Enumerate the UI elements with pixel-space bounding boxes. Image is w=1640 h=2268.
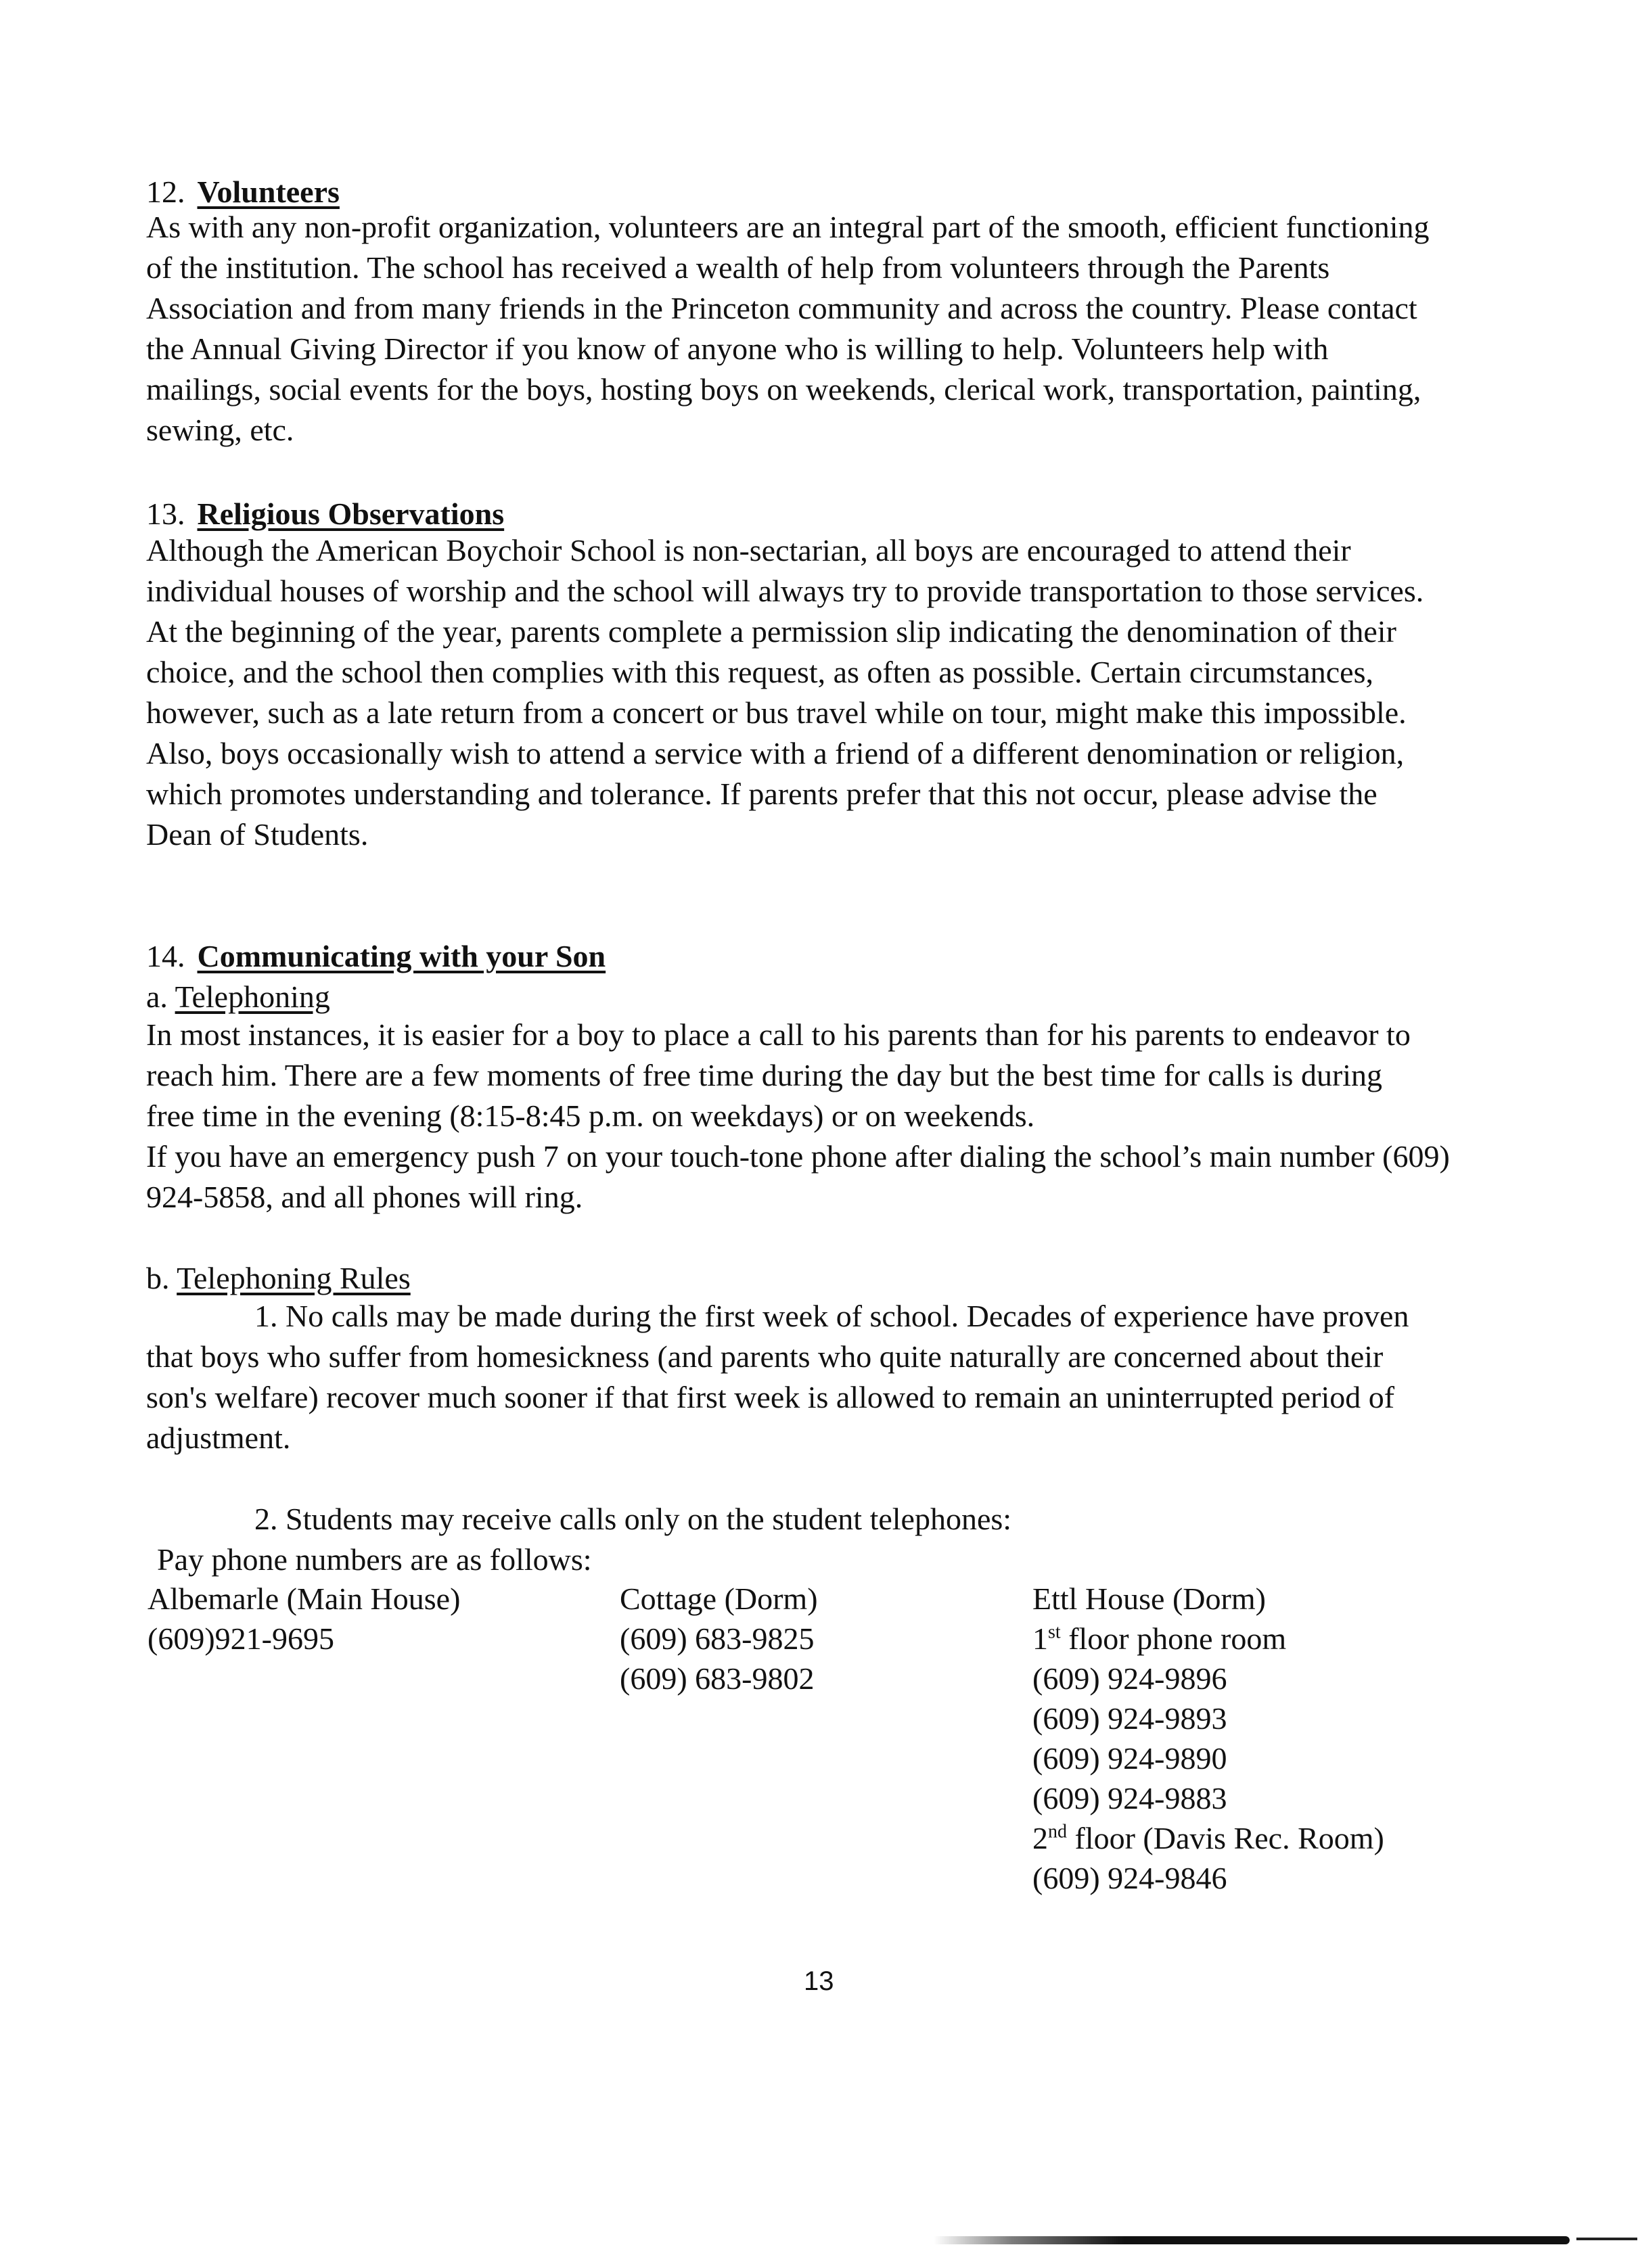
body-line: of the institution. The school has received a wealth of help from volunteers through the Parents <box>146 250 1330 285</box>
section-number: 14. <box>146 939 185 973</box>
body-line: Dean of Students. <box>146 817 369 852</box>
phone-number: (609) 924-9893 <box>1032 1701 1227 1736</box>
phone-number: (609) 924-9883 <box>1032 1781 1227 1815</box>
body-line: which promotes understanding and tolerance. If parents prefer that this not occur, please advise the <box>146 777 1377 811</box>
section-12-heading <box>146 172 340 212</box>
scan-artifact-bar <box>934 2236 1570 2244</box>
subsection-title: Telephoning <box>175 979 330 1014</box>
rule-2 <box>146 1499 1574 1540</box>
section-number: 13. <box>146 496 185 531</box>
floor-label: 1st floor phone room <box>1032 1621 1287 1656</box>
rule-line: 1. No calls may be made during the first week of school. Decades of experience have proven <box>254 1299 1409 1333</box>
phone-number: (609) 924-9896 <box>1032 1661 1227 1696</box>
rule-line: son's welfare) recover much sooner if that first week is allowed to remain an uninterrupted period of <box>146 1380 1395 1414</box>
body-line: mailings, social events for the boys, hosting boys on weekends, clerical work, transportation, painting, <box>146 372 1421 407</box>
telephoning-heading <box>146 977 330 1017</box>
section-title: Religious Observations <box>197 496 505 531</box>
section-13-heading <box>146 494 504 534</box>
phone-column-cottage <box>620 1579 818 1698</box>
body-line: If you have an emergency push 7 on your touch-tone phone after dialing the school’s main number (609) <box>146 1139 1450 1174</box>
rule-line: that boys who suffer from homesickness (and parents who quite naturally are concerned about their <box>146 1339 1384 1374</box>
phone-column-ettl <box>1032 1579 1384 1898</box>
telephoning-rules-heading <box>146 1258 411 1299</box>
phone-number: (609) 683-9825 <box>620 1621 815 1656</box>
body-line: the Annual Giving Director if you know of anyone who is willing to help. Volunteers help with <box>146 331 1329 366</box>
floor-label: 2nd floor (Davis Rec. Room) <box>1032 1821 1384 1855</box>
phone-location-name: Albemarle (Main House) <box>147 1581 461 1616</box>
telephoning-body <box>146 1015 1574 1218</box>
phone-number: (609) 924-9890 <box>1032 1741 1227 1776</box>
body-line: Also, boys occasionally wish to attend a service with a friend of a different denomination or religion, <box>146 736 1405 770</box>
rule-1 <box>146 1296 1574 1458</box>
body-line: however, such as a late return from a concert or bus travel while on tour, might make this impossible. <box>146 695 1407 730</box>
body-line: choice, and the school then complies with this request, as often as possible. Certain circumstances, <box>146 655 1373 689</box>
rule-line: adjustment. <box>146 1420 291 1455</box>
subsection-label: b. <box>146 1261 170 1295</box>
phone-location-name: Cottage (Dorm) <box>620 1581 818 1616</box>
pay-phone-intro-text: Pay phone numbers are as follows: <box>157 1542 592 1577</box>
phone-number: (609) 924-9846 <box>1032 1861 1227 1895</box>
rule-line: 2. Students may receive calls only on the student telephones: <box>254 1502 1012 1536</box>
section-14-heading <box>146 936 606 977</box>
section-title: Communicating with your Son <box>197 939 606 973</box>
body-line: Although the American Boychoir School is non-sectarian, all boys are encouraged to attend their <box>146 533 1351 568</box>
body-line: Association and from many friends in the Princeton community and across the country. Please contact <box>146 291 1417 325</box>
section-13-body <box>146 530 1574 855</box>
body-line: sewing, etc. <box>146 413 294 447</box>
pay-phone-intro <box>157 1540 1585 1580</box>
scan-artifact-line <box>1576 2238 1637 2240</box>
body-line: 924-5858, and all phones will ring. <box>146 1180 583 1214</box>
section-title: Volunteers <box>197 175 340 209</box>
body-line: In most instances, it is easier for a boy to place a call to his parents than for his parents to endeavor to <box>146 1017 1411 1052</box>
phone-column-albemarle <box>147 1579 460 1659</box>
body-line: free time in the evening (8:15-8:45 p.m. on weekdays) or on weekends. <box>146 1098 1035 1133</box>
subsection-label: a. <box>146 979 168 1014</box>
body-line: At the beginning of the year, parents complete a permission slip indicating the denomination of their <box>146 614 1396 649</box>
phone-location-name: Ettl House (Dorm) <box>1032 1581 1266 1616</box>
subsection-title: Telephoning Rules <box>177 1261 411 1295</box>
body-line: reach him. There are a few moments of free time during the day but the best time for calls is during <box>146 1058 1383 1092</box>
body-line: individual houses of worship and the school will always try to provide transportation to those services. <box>146 574 1424 608</box>
section-number: 12. <box>146 175 185 209</box>
section-12-body <box>146 207 1574 450</box>
body-line: As with any non-profit organization, volunteers are an integral part of the smooth, efficient functioning <box>146 210 1430 244</box>
phone-number: (609)921-9695 <box>147 1621 334 1656</box>
phone-number: (609) 683-9802 <box>620 1661 815 1696</box>
page-number: 13 <box>804 1966 834 1996</box>
